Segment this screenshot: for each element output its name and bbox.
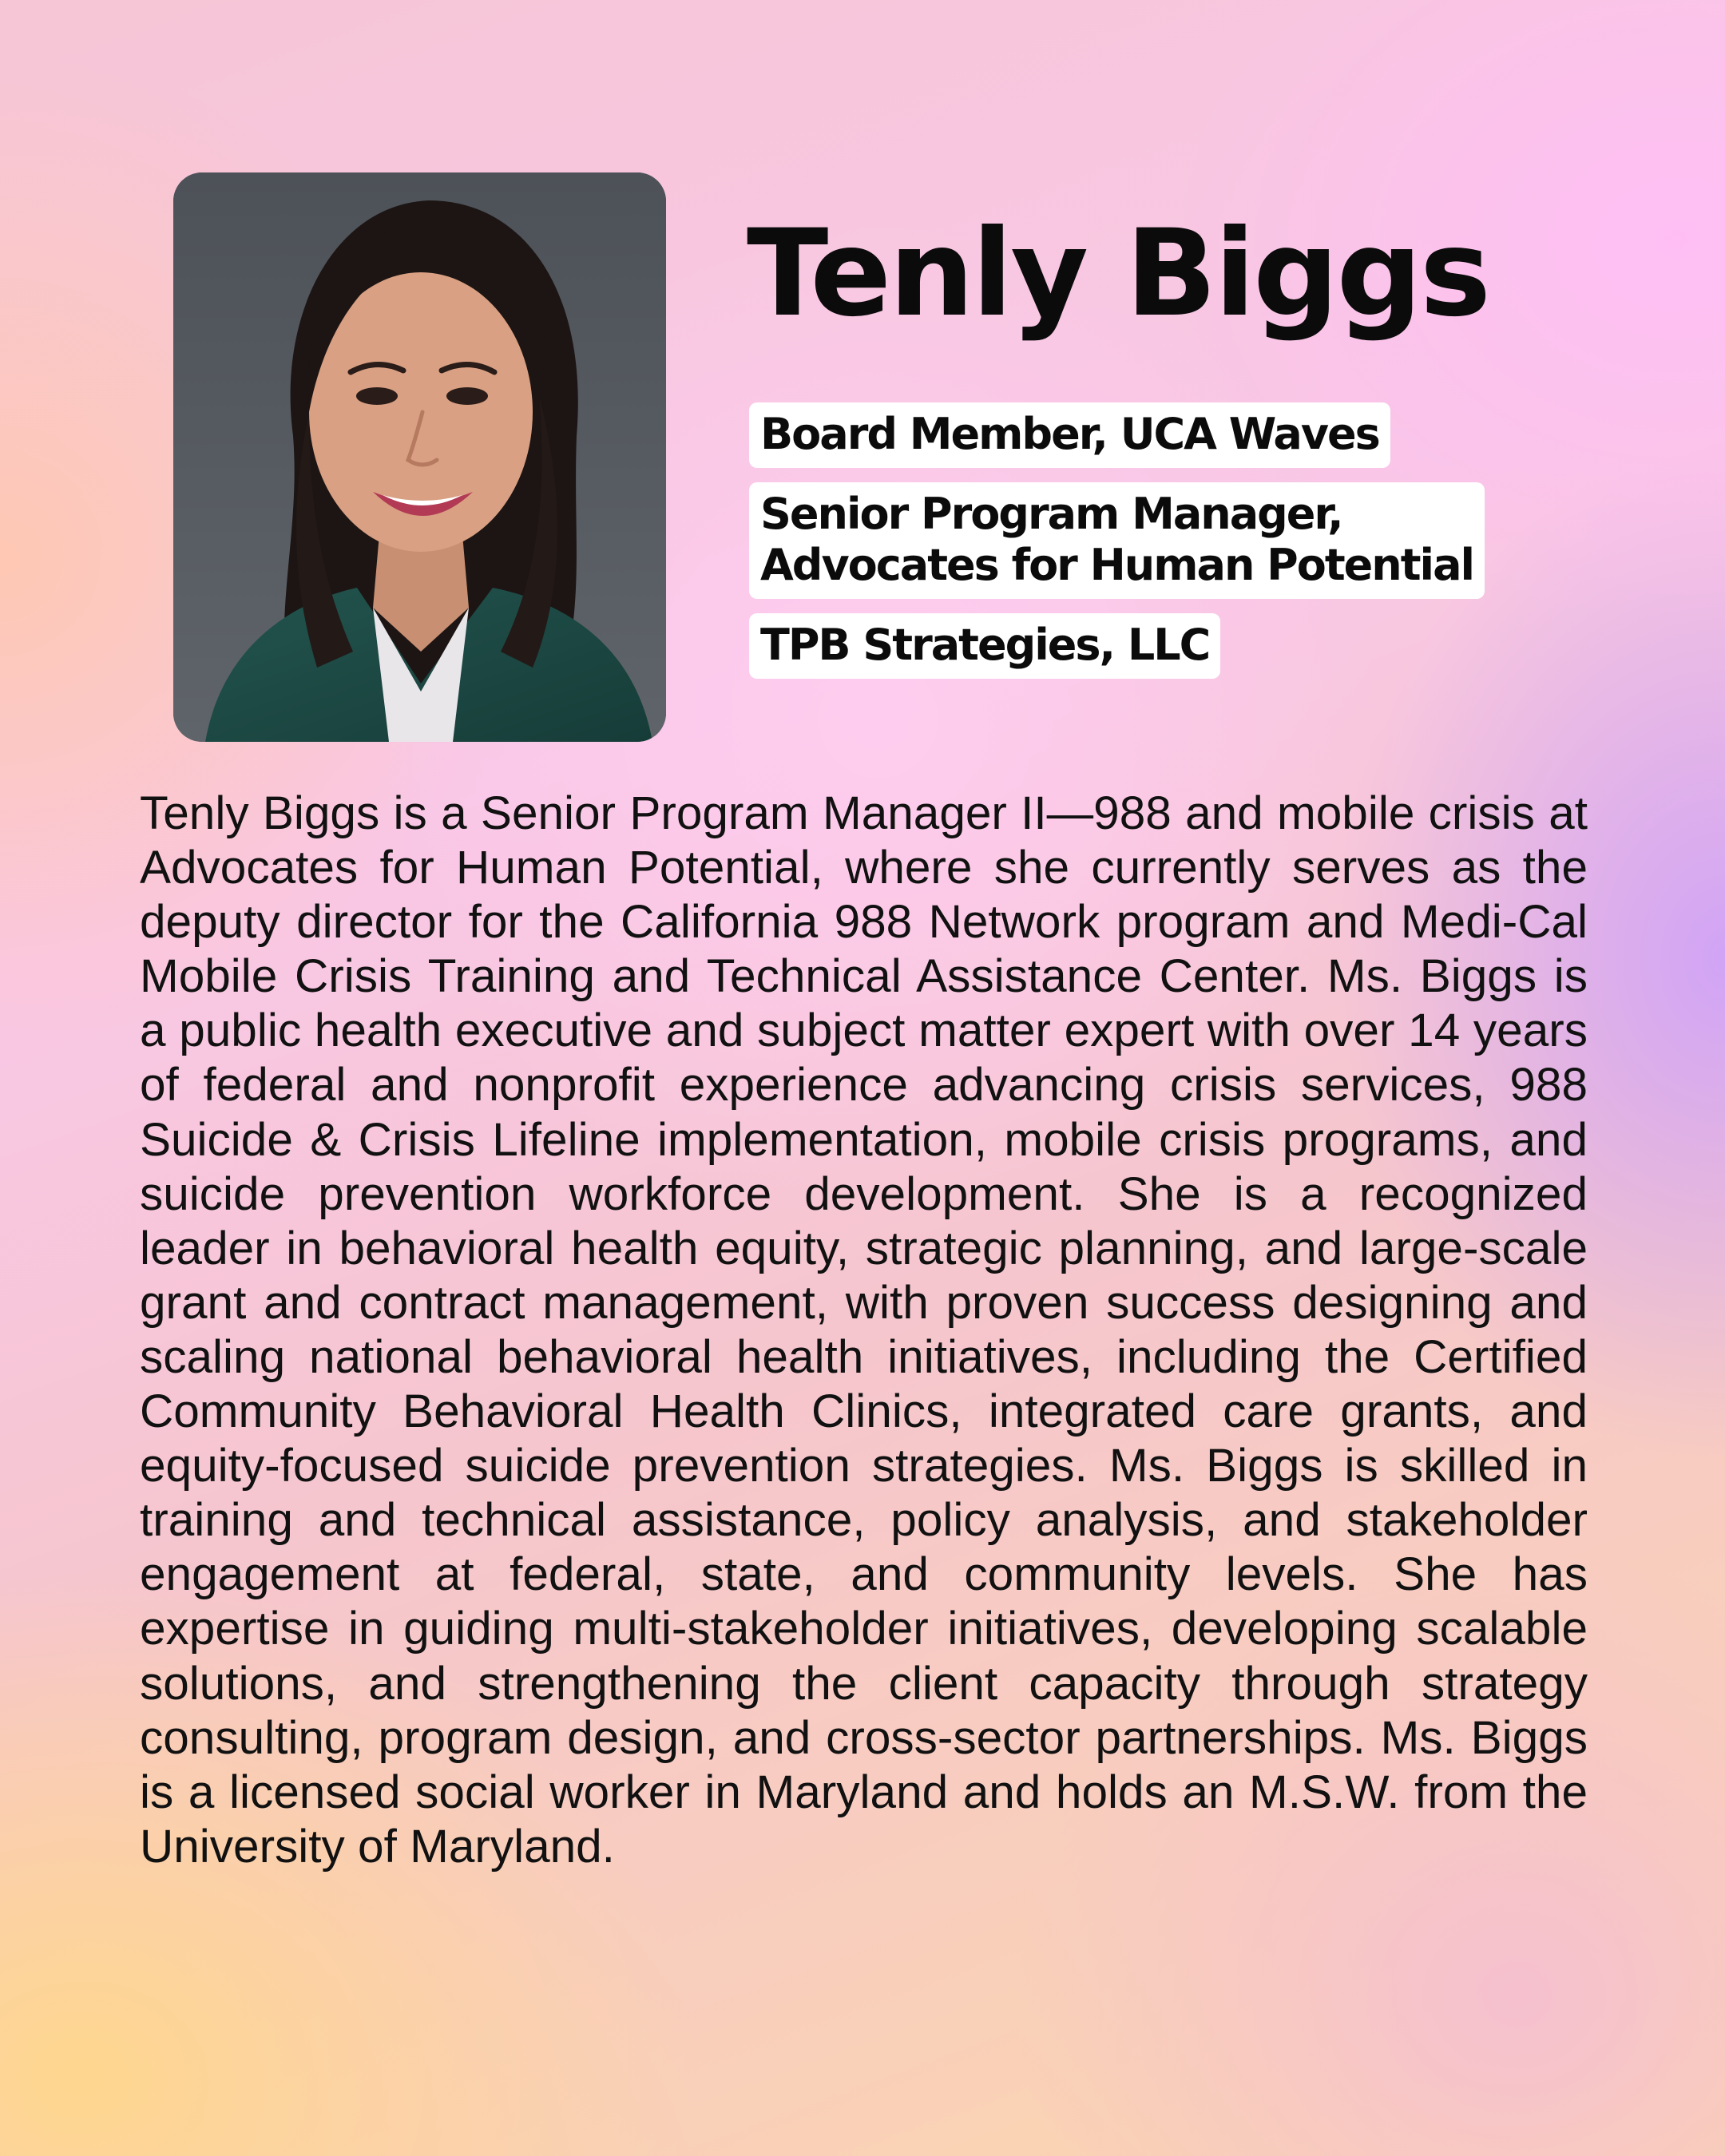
role-tags <box>749 402 1485 693</box>
role-tag-line: Senior Program Manager, <box>760 489 1342 539</box>
biography-text: Tenly Biggs is a Senior Program Manager II—988 and mobile crisis at Advocates for Human Potential, where she currently serves as the deputy director for the California 988 Network program and Medi-Cal Mobile Crisis Training and Technical Assistance Center. Ms. Biggs is a public health executive and subject matter expert with over 14 years of federal and nonprofit experience advancing crisis services, 988 Suicide & Crisis Lifeline implementation, mobile crisis programs, and suicide prevention workforce development. She is a recognized leader in behavioral health equity, strategic planning, and large-scale grant and contract management, with proven success designing and scaling national behavioral health initiatives, including the Certified Community Behavioral Health Clinics, integrated care grants, and equity-focused suicide prevention strategies. Ms. Biggs is skilled in training and technical assistance, policy analysis, and stakeholder engagement at federal, state, and community levels. She has expertise in guiding multi-stakeholder initiatives, developing scalable solutions, and strengthening the client capacity through strategy consulting, program design, and cross-sector partnerships. Ms. Biggs is a licensed social worker in Maryland and holds an M.S.W. from the University of Maryland. <box>140 787 1588 1873</box>
role-tag-tpb-strategies <box>749 613 1220 679</box>
role-tag-line: Board Member, UCA Waves <box>760 409 1379 459</box>
person-name: Tenly Biggs <box>747 204 1489 343</box>
role-tag-board-member <box>749 402 1390 468</box>
role-tag-line: Advocates for Human Potential <box>760 540 1474 590</box>
profile-photo <box>173 172 666 742</box>
role-tag-senior-program-manager <box>749 482 1485 599</box>
portrait-illustration <box>173 172 666 742</box>
role-tag-line: TPB Strategies, LLC <box>760 620 1210 670</box>
